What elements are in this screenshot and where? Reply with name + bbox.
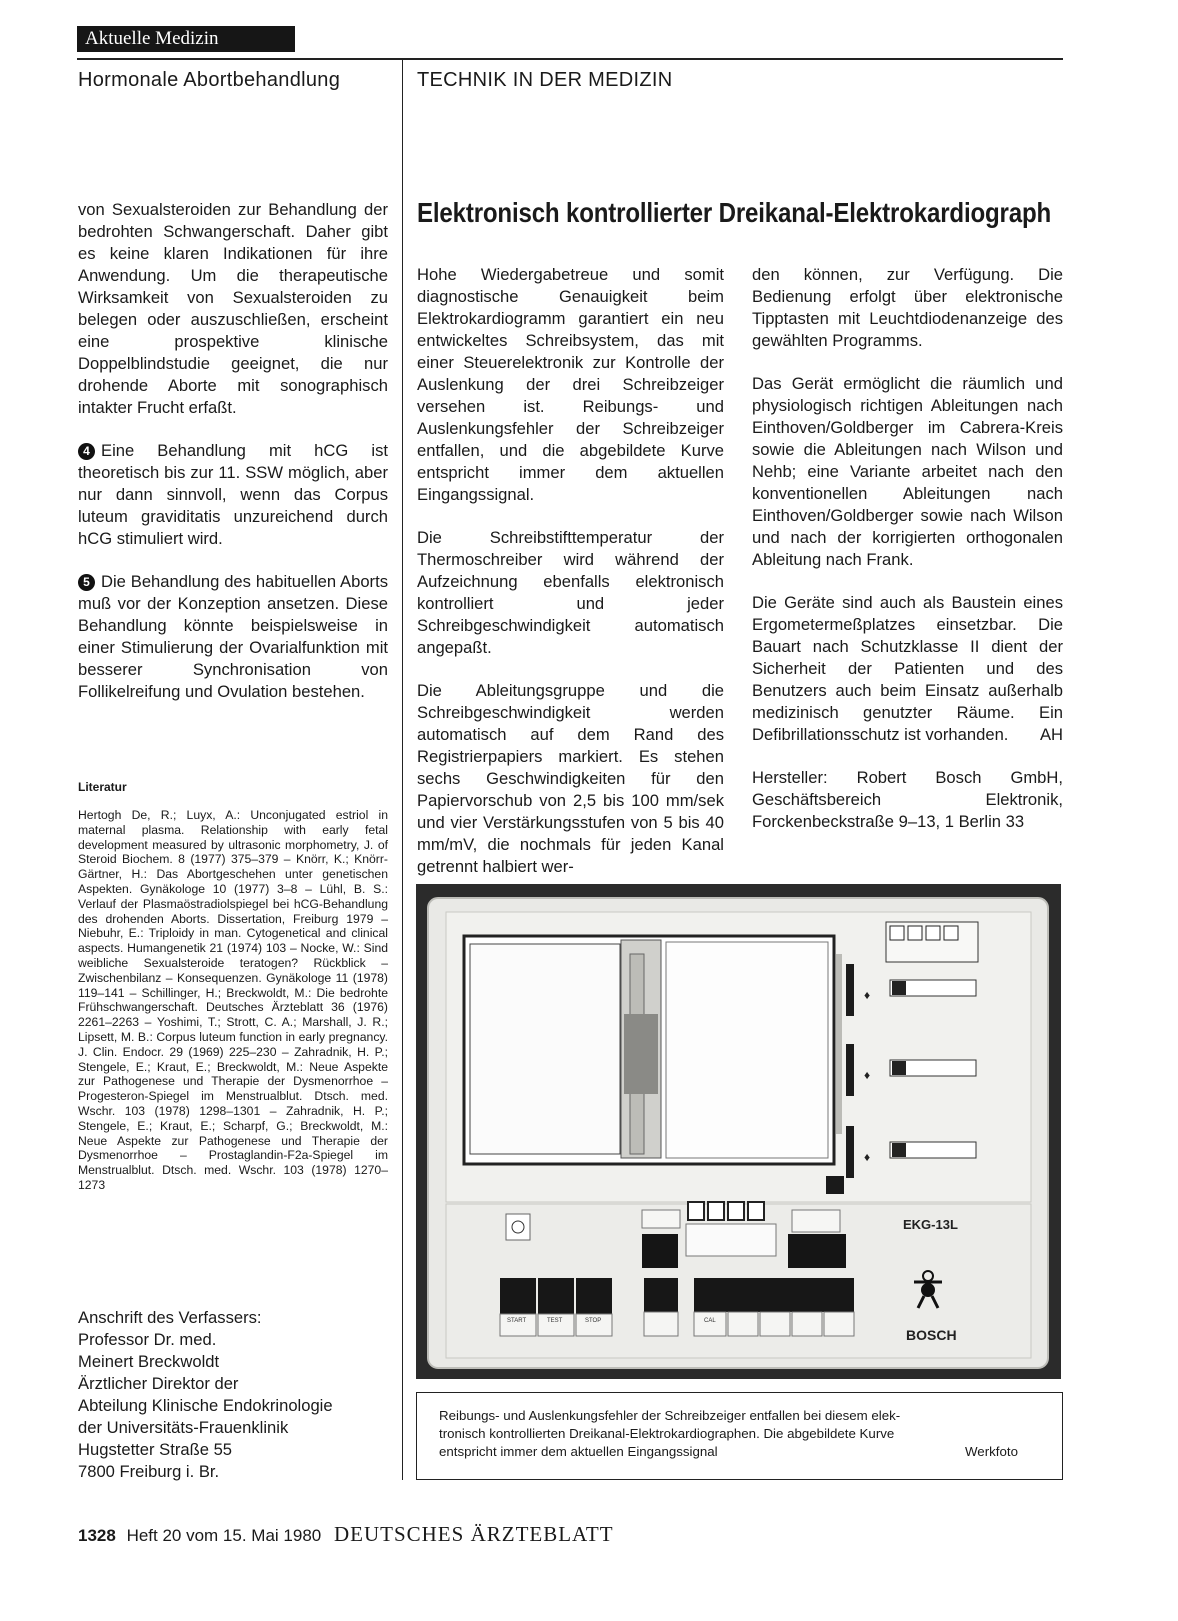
- article-column-1: [417, 264, 724, 878]
- article-paragraph-text: Die Geräte sind auch als Baustein eines Ergometermeßplatzes einsetzbar. Die Bauart nach Schutzklasse II dient der Sicherheit der Patienten und des Benutzers auch beim Einsatz außerhalb medizinisch genutzter Räume. Ein Defibrillationsschutz ist vorhanden.: [752, 593, 1063, 744]
- literature-heading: Literatur: [78, 780, 127, 794]
- figure-credit: Werkfoto: [965, 1444, 1018, 1459]
- column-divider: [402, 58, 403, 1480]
- figure-caption-box: [416, 1392, 1063, 1480]
- article-paragraph: Hohe Wiedergabetreue und somit diagnostische Genauigkeit beim Elektrokardiogramm garantiert ein neu entwickeltes Schreibsystem, das mit einer Steuerelektronik zur Kontrolle der Auslenkung der drei Schreibzeiger versehen ist. Reibungs- und Auslenkungsfehler der Schreibzeiger entfallen, und die abgebildete Kurve entspricht immer dem aktuellen Eingangssignal.: [417, 265, 724, 504]
- section-tag: Aktuelle Medizin: [77, 26, 295, 52]
- issue-info: Heft 20 vom 15. Mai 1980: [126, 1526, 322, 1545]
- start-button-label: START: [507, 1318, 527, 1324]
- header-rule: [77, 58, 1063, 60]
- address-line: 7800 Freiburg i. Br.: [78, 1462, 220, 1481]
- manufacturer-note: Hersteller: Robert Bosch GmbH, Geschäftsbereich Elektronik, Forckenbeckstraße 9–13, 1 Berlin 33: [752, 768, 1063, 831]
- list-item-4: [78, 440, 388, 550]
- left-paragraph: von Sexualsteroiden zur Behandlung der bedrohten Schwangerschaft. Daher gibt es keine klaren Indikationen für ihre Anwendung. Um die therapeutische Wirksamkeit von Sexualsteroiden zu belegen oder auszuschließen, erscheint eine prospektive klinische Doppelblindstudie geeignet, die nur drohende Aborte mit sonographisch intakter Frucht erfaßt.: [78, 200, 388, 417]
- figure-caption: [439, 1407, 1039, 1461]
- article-paragraph: Die Ableitungsgruppe und die Schreibgeschwindigkeit werden automatisch auf dem Rand des Registrierpapiers markiert. Es stehen sechs Geschwindigkeiten für den Papiervorschub von 2,5 bis 100 mm/sek und vier Verstärkungsstufen von 5 bis 40 mm/mV, die nochmals für jeden Kanal getrennt halbiert wer-: [417, 681, 724, 876]
- list-item-4-text: Eine Behandlung mit hCG ist theoretisch bis zur 11. SSW möglich, aber nur dann sinnvoll, wenn das Corpus luteum graviditatis unzureichend durch hCG stimuliert wird.: [78, 441, 388, 548]
- number-5-icon: 5: [78, 574, 95, 591]
- device-photo: [416, 884, 1061, 1379]
- device-model-label: EKG-13L: [903, 1217, 958, 1232]
- author-address: [78, 1307, 398, 1483]
- ekg-device-illustration: [416, 884, 1061, 1379]
- address-line: Professor Dr. med.: [78, 1330, 217, 1349]
- address-line: Meinert Breckwoldt: [78, 1352, 220, 1371]
- author-initials: AH: [1039, 725, 1063, 744]
- address-line: Abteilung Klinische Endokrinologie: [78, 1396, 333, 1415]
- test-button-label: TEST: [547, 1318, 563, 1324]
- article-headline: Elektronisch kontrollierter Dreikanal-Elektrokardiograph: [417, 197, 1052, 228]
- caption-line: tronisch kontrollierten Dreikanal-Elektrokardiographen. Die abgebildete Kurve: [439, 1426, 895, 1441]
- article-paragraph: Die Schreibstifttemperatur der Thermoschreiber wird während der Aufzeichnung ebenfalls elektronisch kontrolliert und jeder Schreibgeschwindigkeit automatisch angepaßt.: [417, 528, 724, 657]
- page-footer: [78, 1522, 614, 1547]
- left-column: [78, 199, 388, 724]
- article-paragraph: den können, zur Verfügung. Die Bedienung erfolgt über elektronische Tipptasten mit Leuchtdiodenanzeige des gewählten Programms.: [752, 265, 1063, 350]
- caption-line: entspricht immer dem aktuellen Eingangssignal: [439, 1444, 718, 1459]
- svg-text:♦: ♦: [864, 988, 871, 1002]
- cal-button-label: CAL: [704, 1318, 716, 1324]
- page-number: 1328: [78, 1526, 116, 1545]
- svg-text:♦: ♦: [864, 1150, 871, 1164]
- device-brand-label: BOSCH: [906, 1327, 957, 1343]
- address-line: Anschrift des Verfassers:: [78, 1308, 262, 1327]
- address-line: Hugstetter Straße 55: [78, 1440, 233, 1459]
- article-paragraph: Das Gerät ermöglicht die räumlich und physiologisch richtigen Ableitungen nach Einthoven/Goldberger im Cabrera-Kreis sowie die Ableitungen nach Wilson und Nehb; eine Variante arbeitet nach den konventionellen Ableitungen nach Einthoven/Goldberger sowie nach Wilson und nach der korrigierten orthogonalen Ableitung nach Frank.: [752, 374, 1063, 569]
- section-title: TECHNIK IN DER MEDIZIN: [417, 69, 673, 91]
- list-item-5-text: Die Behandlung des habituellen Aborts muß vor der Konzeption ansetzen. Diese Behandlung könnte beispielsweise in einer Stimulierung der Ovarialfunktion mit besserer Synchronisation von Follikelreifung und Ovulation bestehen.: [78, 572, 388, 701]
- svg-text:♦: ♦: [864, 1068, 871, 1082]
- article-column-2: [752, 264, 1063, 833]
- literature-list: Hertogh De, R.; Luyx, A.: Unconjugated estriol in maternal plasma. Relationship with early fetal development measured by ultrasonic morphometry, J. of Steroid Biochem. 8 (1977) 375–379 – Knörr, K.; Knörr-Gärtner, H.: Das Abortgeschehen unter genetischen Aspekten. Gynäkologe 10 (1977) 3–8 – Lühl, B. S.: Verlauf der Plasmaöstradiolspiegel bei hCG-Behandlung des drohenden Aborts. Dissertation, Freiburg 1979 – Niebuhr, E.: Triploidy in man. Cytogenetical and clinical aspects. Humangenetik 21 (1974) 103 – Nocke, W.: Sind weibliche Sexualsteroide teratogen? Rückblick – Zwischenbilanz – Konsequenzen. Gynäkologe 11 (1978) 119–141 – Schillinger, H.; Breckwoldt, M.: Die bedrohte Frühschwangerschaft. Deutsches Ärzteblatt 36 (1976) 2261–2263 – Yoshimi, T.; Strott, C. A.; Marshall, J. R.; Lipsett, M. B.: Corpus luteum function in early pregnancy. J. Clin. Endocr. 29 (1969) 225–230 – Zahradnik, H. P.; Stengele, E.; Kraut, E.; Breckwoldt, M.: Neue Aspekte zur Pathogenese und Therapie der Dysmenorrhoe – Progesteron-Spiegel im Menstrualblut. Dtsch. med. Wschr. 103 (1978) 1298–1301 – Zahradnik, H. P.; Stengele, E.; Kraut, E.; Scharpf, G.; Breckwoldt, M.: Neue Aspekte zur Pathogenese und Therapie der Dysmenorrhoe – Prostaglandin-F2a-Spiegel im Menstrualblut. Dtsch. med. Wschr. 103 (1978) 1270–1273: [78, 808, 388, 1192]
- list-item-5: [78, 571, 388, 703]
- address-line: der Universitäts-Frauenklinik: [78, 1418, 289, 1437]
- address-line: Ärztlicher Direktor der: [78, 1374, 239, 1393]
- article-paragraph: [752, 592, 1063, 746]
- left-column-title: Hormonale Abortbehandlung: [78, 69, 341, 91]
- journal-name: DEUTSCHES ÄRZTEBLATT: [333, 1522, 614, 1546]
- caption-line: Reibungs- und Auslenkungsfehler der Schreibzeiger entfallen bei diesem elek-: [439, 1408, 901, 1423]
- number-4-icon: 4: [78, 443, 95, 460]
- stop-button-label: STOP: [585, 1318, 602, 1324]
